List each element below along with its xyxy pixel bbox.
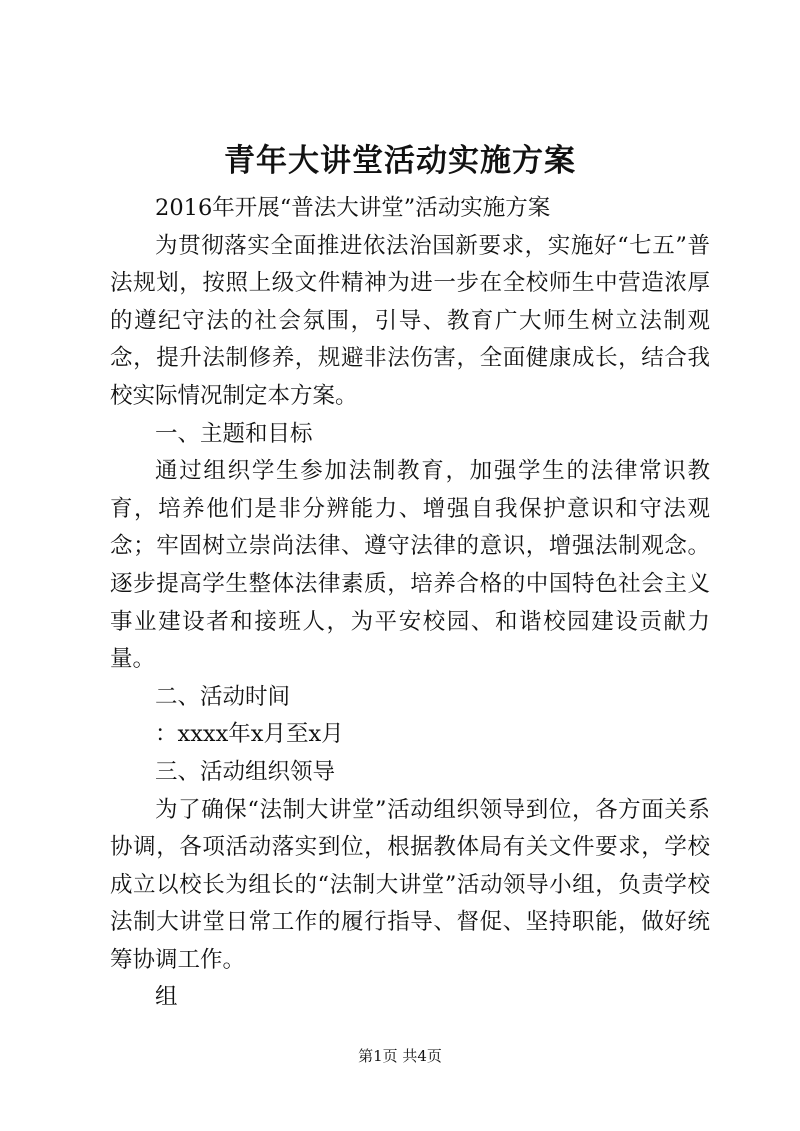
subtitle-line: 2016年开展“普法大讲堂”活动实施方案: [155, 195, 551, 221]
document-title: 青年大讲堂活动实施方案: [224, 143, 576, 179]
theme-paragraph: 通过组织学生参加法制教育，加强学生的法律常识教育，培养他们是非分辨能力、增强自我保护意识和守法观念；牢固树立崇尚法律、遵守法律的意识，增强法制观念。逐步提高学生整体法律素质，培养合格的中国特色社会主义事业建设者和接班人，为平安校园、和谐校园建设贡献力量。: [110, 458, 710, 673]
document-body: [110, 190, 710, 1017]
section-heading-leadership: 三、活动组织领导: [155, 758, 336, 785]
leadership-paragraph: 为了确保“法制大讲堂”活动组织领导到位，各方面关系协调，各项活动落实到位，根据教体局有关文件要求，学校成立以校长为组长的“法制大讲堂”活动领导小组，负责学校法制大讲堂日常工作的履行指导、督促、坚持职能，做好统筹协调工作。: [110, 796, 710, 973]
time-paragraph: ：xxxx年x月至x月: [155, 721, 344, 748]
section-heading-time: 二、活动时间: [155, 683, 291, 710]
trailing-fragment: 组: [155, 984, 178, 1011]
section-heading-theme: 一、主题和目标: [155, 420, 313, 447]
page-footer: 第1页 共4页: [358, 1047, 442, 1065]
intro-paragraph: 为贯彻落实全面推进依法治国新要求，实施好“七五”普法规划，按照上级文件精神为进一步在全校师生中营造浓厚的遵纪守法的社会氛围，引导、教育广大师生树立法制观念，提升法制修养，规避非法伤害，全面健康成长，结合我校实际情况制定本方案。: [110, 232, 710, 409]
